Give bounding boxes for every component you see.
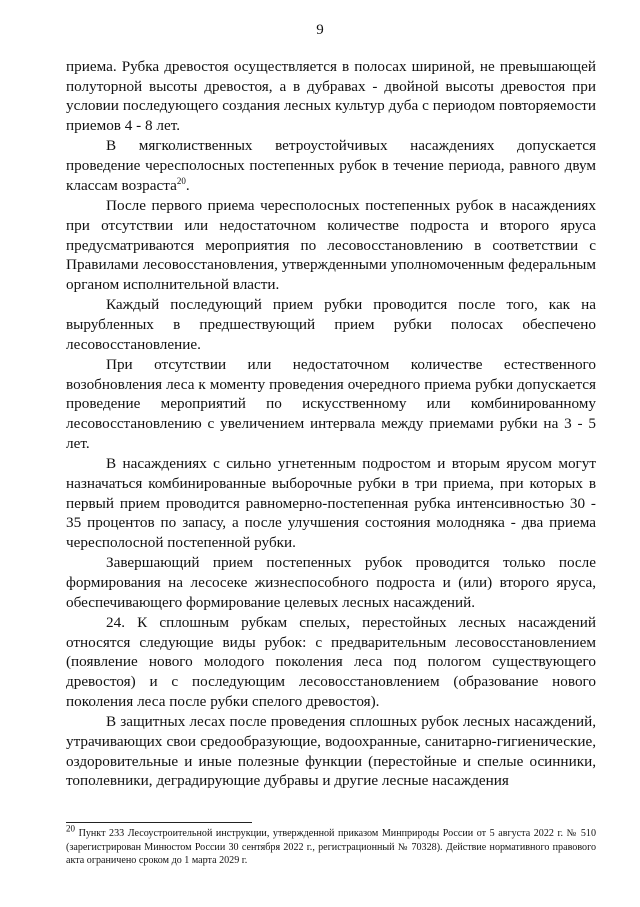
paragraph-6: В насаждениях с сильно угнетенным подростом и вторым ярусом могут назначаться комбинированные выборочные рубки в три приема, при которых в первый прием проводится равномерно-постепенная рубка интенсивностью 30 - 35 процентов по запасу, а после улучшения состояния молодняка - два приема чересполосной постепенной рубки. bbox=[66, 455, 596, 551]
paragraph-2-text: В мягколиственных ветроустойчивых насаждениях допускается проведение чересполосных постепенных рубок в течение периода, равного двум классам возраста bbox=[66, 137, 596, 194]
paragraph-5: При отсутствии или недостаточном количестве естественного возобновления леса к моменту проведения очередного приема рубки допускается проведение мероприятий по искусственному или комбинированному лесовосстановлению с увеличением интервала между приемами рубки на 3 - 5 лет. bbox=[66, 356, 596, 452]
paragraph-9: В защитных лесах после проведения сплошных рубок лесных насаждений, утрачивающих свои средообразующие, водоохранные, санитарно-гигиенические, оздоровительные и иные полезные функции (перестойные и спелые осинники, тополевники, деградирующие дубравы и другие лесные насаждения bbox=[66, 713, 596, 790]
footnote bbox=[66, 823, 596, 868]
paragraph-8-item-24: 24. К сплошным рубкам спелых, перестойных лесных насаждений относятся следующие виды рубок: с предварительным лесовосстановлением (появление нового молодого поколения леса под пологом существующего древостоя) и с последующим лесовосстановлением (образование нового поколения леса после рубки спелого древостоя). bbox=[66, 614, 596, 710]
paragraph-3: После первого приема чересполосных постепенных рубок в насаждениях при отсутствии или недостаточном количестве подроста и второго яруса предусматриваются мероприятия по лесовосстановлению в соответствии с Правилами лесовосстановления, утвержденными уполномоченным федеральным органом исполнительной власти. bbox=[66, 197, 596, 293]
footnote-text: Пункт 233 Лесоустроительной инструкции, утвержденной приказом Минприроды России от 5 августа 2022 г. № 510 (зарегистрирован Минюстом России 30 сентября 2022 г., регистрационный № 70328). Действие нормативного правового акта ограничено сроком до 1 марта 2029 г. bbox=[66, 828, 596, 866]
paragraph-7: Завершающий прием постепенных рубок проводится только после формирования на лесосеке жизнеспособного подроста и (или) второго яруса, обеспечивающего формирование целевых лесных насаждений. bbox=[66, 554, 596, 611]
paragraph-4: Каждый последующий прием рубки проводится после того, как на вырубленных в предшествующий прием рубки полосах обеспечено лесовосстановление. bbox=[66, 296, 596, 353]
footnote-number: 20 bbox=[66, 823, 75, 834]
footnote-reference[interactable]: 20 bbox=[176, 175, 186, 186]
paragraph-2 bbox=[66, 136, 596, 195]
body-text bbox=[66, 57, 596, 792]
footnote-separator bbox=[66, 822, 252, 823]
paragraph-1: приема. Рубка древостоя осуществляется в полосах шириной, не превышающей полуторной высоты древостоя, а в дубравах - двойной высоты древостоя при условии последующего создания лесных культур дуба с периодом повторяемости приемов 4 - 8 лет. bbox=[66, 58, 596, 134]
page-number: 9 bbox=[316, 22, 324, 38]
paragraph-2-end: . bbox=[185, 176, 190, 194]
